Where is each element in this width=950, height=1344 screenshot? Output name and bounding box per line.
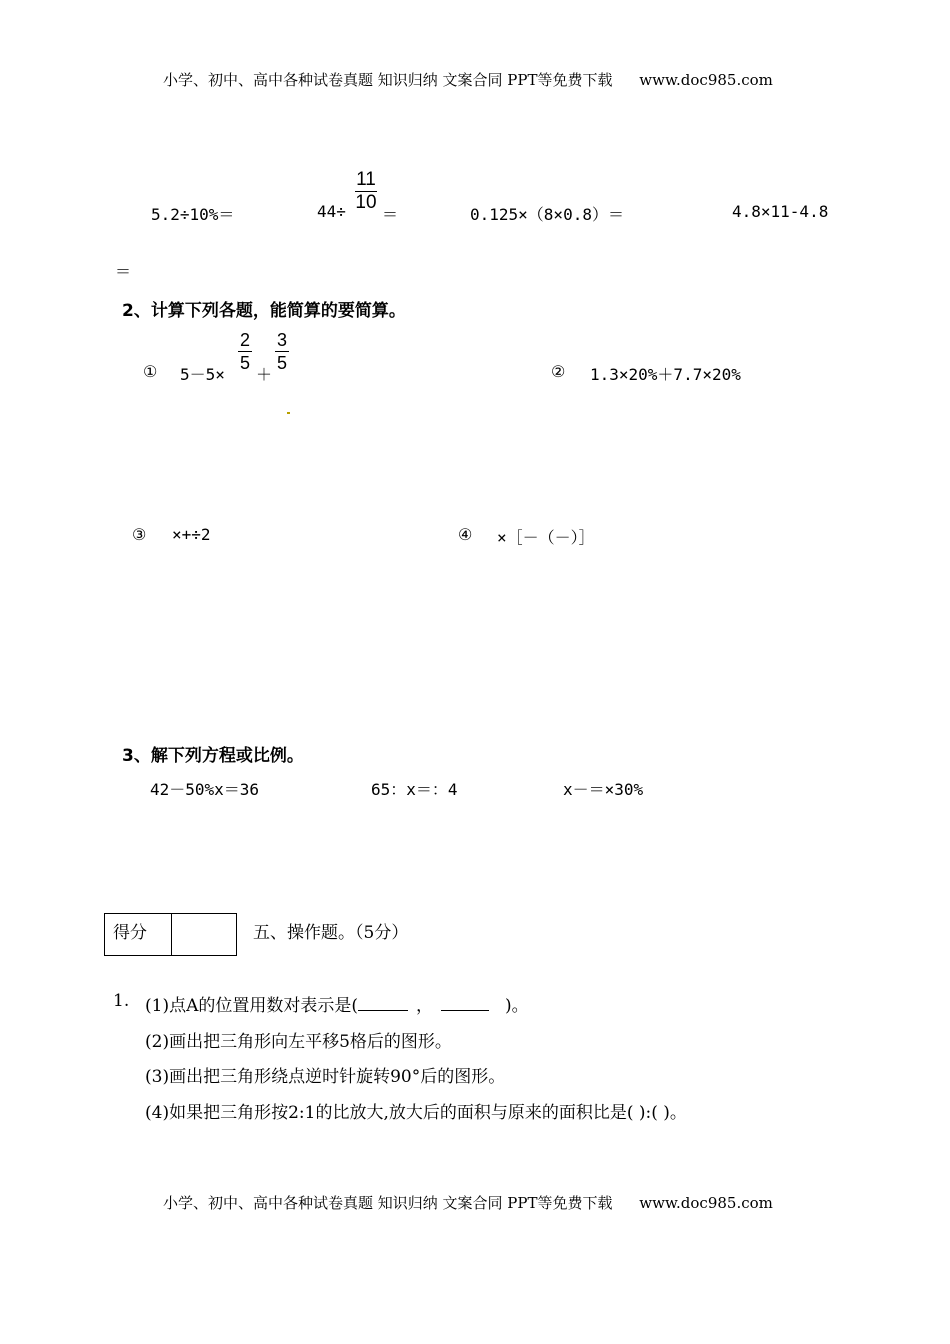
expr-2-equals: ＝ [382,205,399,224]
page-footer [163,1192,773,1213]
equation-3: x－＝×30% [563,780,644,799]
problem-3-expr: ×+÷2 [172,525,211,544]
score-box-divider [171,914,172,955]
problem-1-plus: ＋ [256,365,273,384]
page-header [163,69,773,90]
problem-2-marker: ② [551,362,566,381]
problem-3-marker: ③ [132,525,147,544]
question-3-title: 3、解下列方程或比例。 [122,746,304,766]
fraction-denominator: 10 [355,192,377,213]
expr-3: 0.125×（8×0.8）＝ [470,205,624,224]
expr-4-equals: ＝ [115,262,132,281]
expr-4: 4.8×11-4.8 [732,202,829,221]
task-1-comma: ， [416,996,433,1016]
fraction-2-5 [238,330,252,373]
problem-1-marker: ① [143,362,158,381]
task-line-1 [145,991,529,1016]
expr-2-prefix: 44÷ [317,202,346,221]
task-1-text: (1)点A的位置用数对表示是( [145,996,358,1016]
score-label: 得分 [113,923,147,943]
fraction-numerator: 2 [239,330,250,350]
fraction-bar [275,351,289,352]
fraction-numerator: 11 [356,169,376,190]
problem-4-expr: ×［－（－）］ [497,528,595,547]
fraction-bar [238,351,252,352]
fraction-denominator: 5 [276,353,287,373]
answer-blank-y[interactable] [441,1010,489,1011]
section-5-title: 五、操作题。（5分） [253,923,409,943]
fraction-3-5 [275,330,289,373]
task-line-2: (2)画出把三角形向左平移5格后的图形。 [145,1032,452,1052]
score-box [104,913,237,956]
header-text: 小学、初中、高中各种试卷真题 知识归纳 文案合同 PPT等免费下载 [163,71,613,89]
stray-mark [287,412,290,414]
fraction-denominator: 5 [239,353,250,373]
task-line-4: (4)如果把三角形按2:1的比放大,放大后的面积与原来的面积比是( ):( )。 [145,1103,687,1123]
answer-blank-x[interactable] [358,1010,408,1011]
item-number: 1. [113,991,130,1011]
footer-url: www.doc985.com [639,1194,773,1212]
equation-2: 65：x＝：4 [371,780,458,799]
equation-1: 42－50%x＝36 [150,780,260,799]
problem-2-expr: 1.3×20%＋7.7×20% [590,365,741,384]
footer-text: 小学、初中、高中各种试卷真题 知识归纳 文案合同 PPT等免费下载 [163,1194,613,1212]
task-line-3: (3)画出把三角形绕点逆时针旋转90°后的图形。 [145,1067,506,1087]
expr-1: 5.2÷10%＝ [151,205,235,224]
task-1-close: )。 [505,996,529,1016]
header-url: www.doc985.com [639,71,773,89]
question-2-title: 2、计算下列各题，能简算的要简算。 [122,301,406,321]
problem-1-expr: 5－5× [180,365,225,384]
problem-4-marker: ④ [458,525,473,544]
fraction-11-10 [355,170,377,213]
fraction-numerator: 3 [276,330,287,350]
